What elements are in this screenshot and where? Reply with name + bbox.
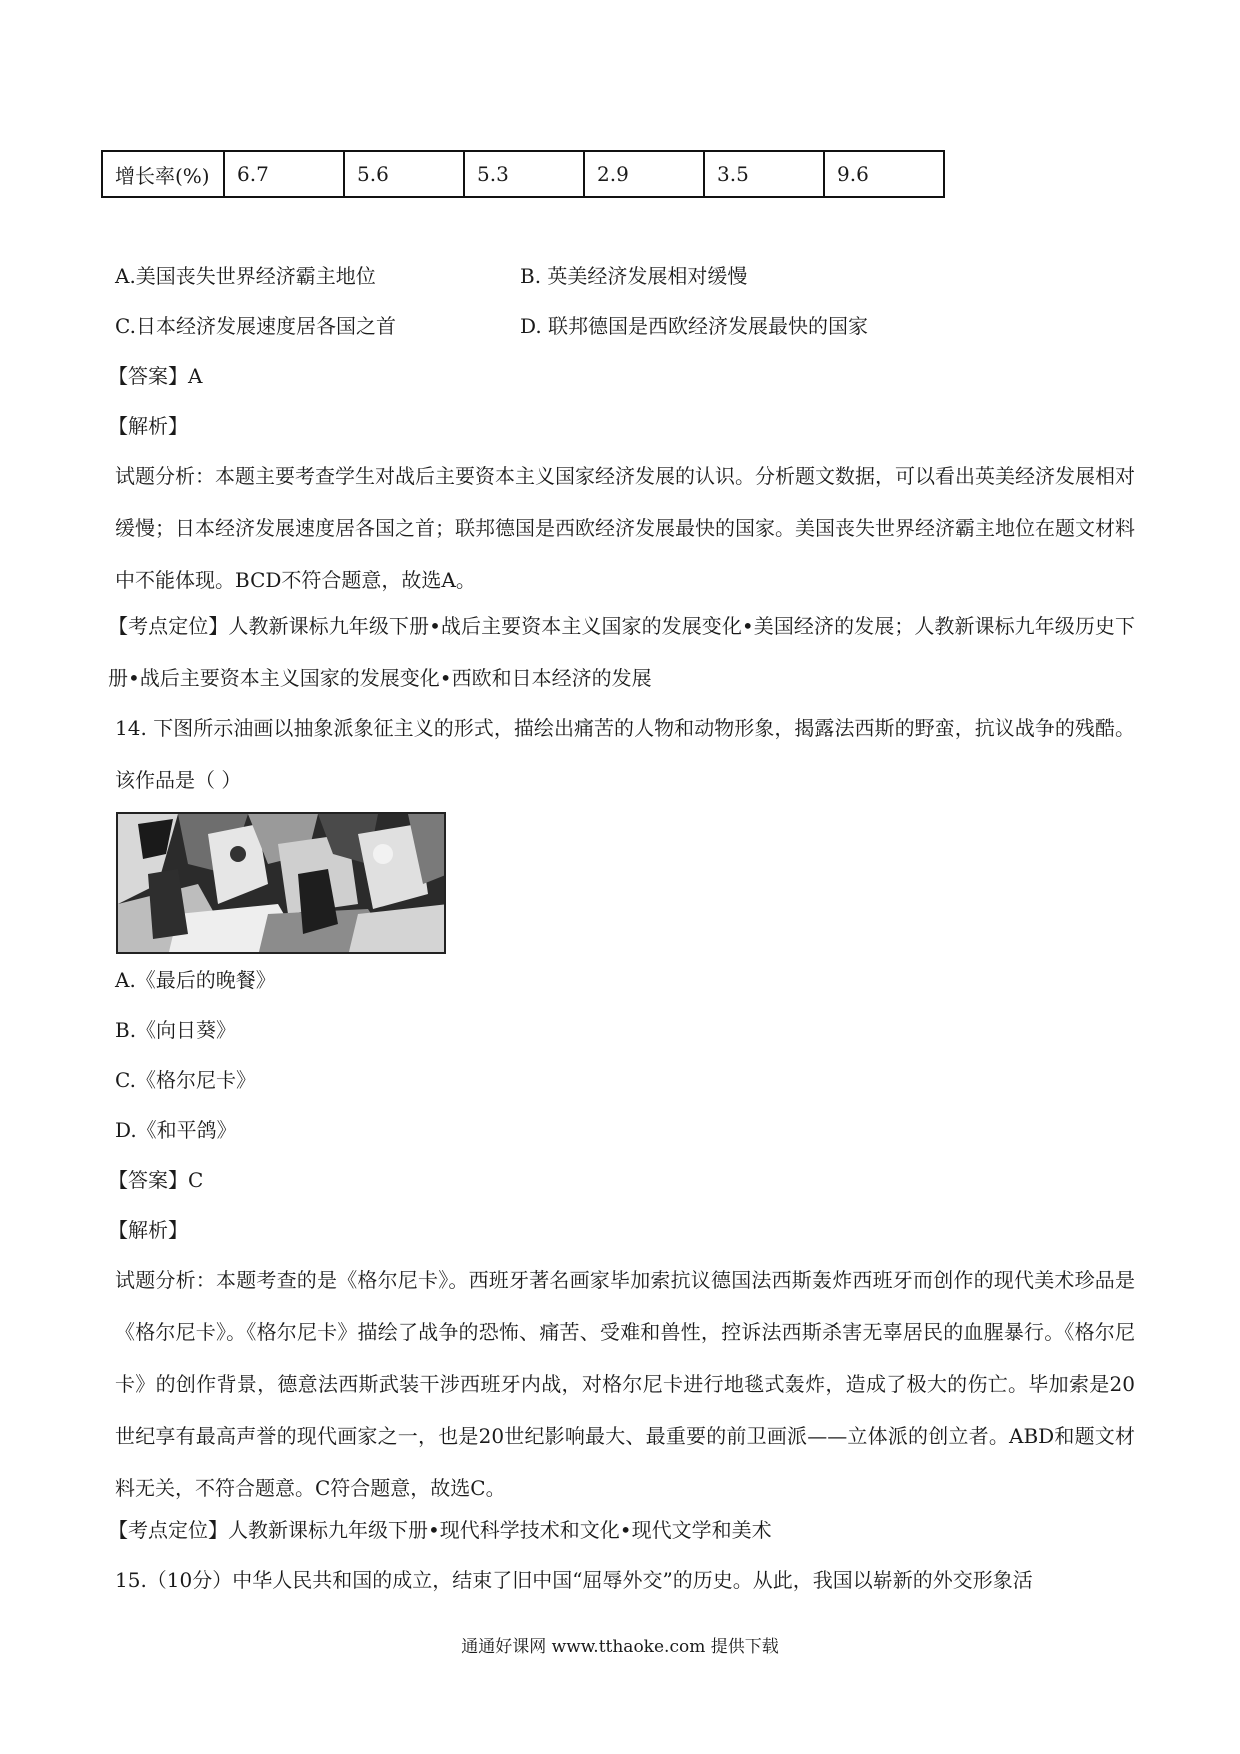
q13-option-b: B. 英美经济发展相对缓慢: [520, 264, 748, 288]
q14-option-c: C.《格尔尼卡》: [115, 1068, 256, 1092]
q13-option-a: A.美国丧失世界经济霸主地位: [115, 264, 376, 288]
q14-option-a: A.《最后的晚餐》: [115, 968, 276, 992]
q13-option-c: C.日本经济发展速度居各国之首: [115, 314, 396, 338]
q14-option-d: D.《和平鸽》: [115, 1118, 237, 1142]
q13-analysis: 试题分析：本题主要考查学生对战后主要资本主义国家经济发展的认识。分析题文数据，可以看出英美经济发展相对缓慢；日本经济发展速度居各国之首；联邦德国是西欧经济发展最快的国家。美国丧失世界经济霸主地位在题文材料中不能体现。BCD不符合题意，故选A。: [115, 464, 1135, 592]
q14-analysis: 试题分析：本题考查的是《格尔尼卡》。西班牙著名画家毕加索抗议德国法西斯轰炸西班牙而创作的现代美术珍品是《格尔尼卡》。《格尔尼卡》描绘了战争的恐怖、痛苦、受难和兽性，控诉法西斯杀害无辜居民的血腥暴行。《格尔尼卡》的创作背景，德意法西斯武装干涉西班牙内战，对格尔尼卡进行地毯式轰炸，造成了极大的伤亡。毕加索是20世纪享有最高声誉的现代画家之一，也是20世纪影响最大、最重要的前卫画派——立体派的创立者。ABD和题文材料无关，不符合题意。C符合题意，故选C。: [115, 1268, 1135, 1500]
table-cell: 9.6: [824, 151, 944, 197]
q13-point: 【考点定位】人教新课标九年级下册•战后主要资本主义国家的发展变化•美国经济的发展；人教新课标九年级历史下册•战后主要资本主义国家的发展变化•西欧和日本经济的发展: [108, 614, 1135, 690]
table-cell: 2.9: [584, 151, 704, 197]
table-row: [102, 151, 944, 197]
q14-answer: 【答案】C: [108, 1168, 204, 1192]
q13-answer: 【答案】A: [108, 364, 203, 388]
q14-point: 【考点定位】人教新课标九年级下册•现代科学技术和文化•现代文学和美术: [108, 1518, 772, 1542]
table-cell: 5.3: [464, 151, 584, 197]
q14-analysis-title: 【解析】: [108, 1218, 188, 1242]
q14-question: 14. 下图所示油画以抽象派象征主义的形式，描绘出痛苦的人物和动物形象，揭露法西斯的野蛮，抗议战争的残酷。该作品是（ ）: [115, 716, 1135, 792]
table-cell: 6.7: [224, 151, 344, 197]
q13-analysis-title: 【解析】: [108, 414, 188, 438]
table-cell: 3.5: [704, 151, 824, 197]
q15-question: 15.（10分）中华人民共和国的成立，结束了旧中国“屈辱外交”的历史。从此，我国以崭新的外交形象活: [115, 1568, 1033, 1592]
q14-option-b: B.《向日葵》: [115, 1018, 237, 1042]
growth-rate-table: [101, 150, 945, 198]
painting-illustration: [118, 814, 446, 954]
page-footer: 通通好课网 www.tthaoke.com 提供下载: [461, 1637, 779, 1657]
table-cell: 5.6: [344, 151, 464, 197]
table-header-cell: 增长率(%): [102, 151, 224, 197]
q13-option-d: D. 联邦德国是西欧经济发展最快的国家: [520, 314, 869, 338]
guernica-painting-image: [116, 812, 446, 954]
